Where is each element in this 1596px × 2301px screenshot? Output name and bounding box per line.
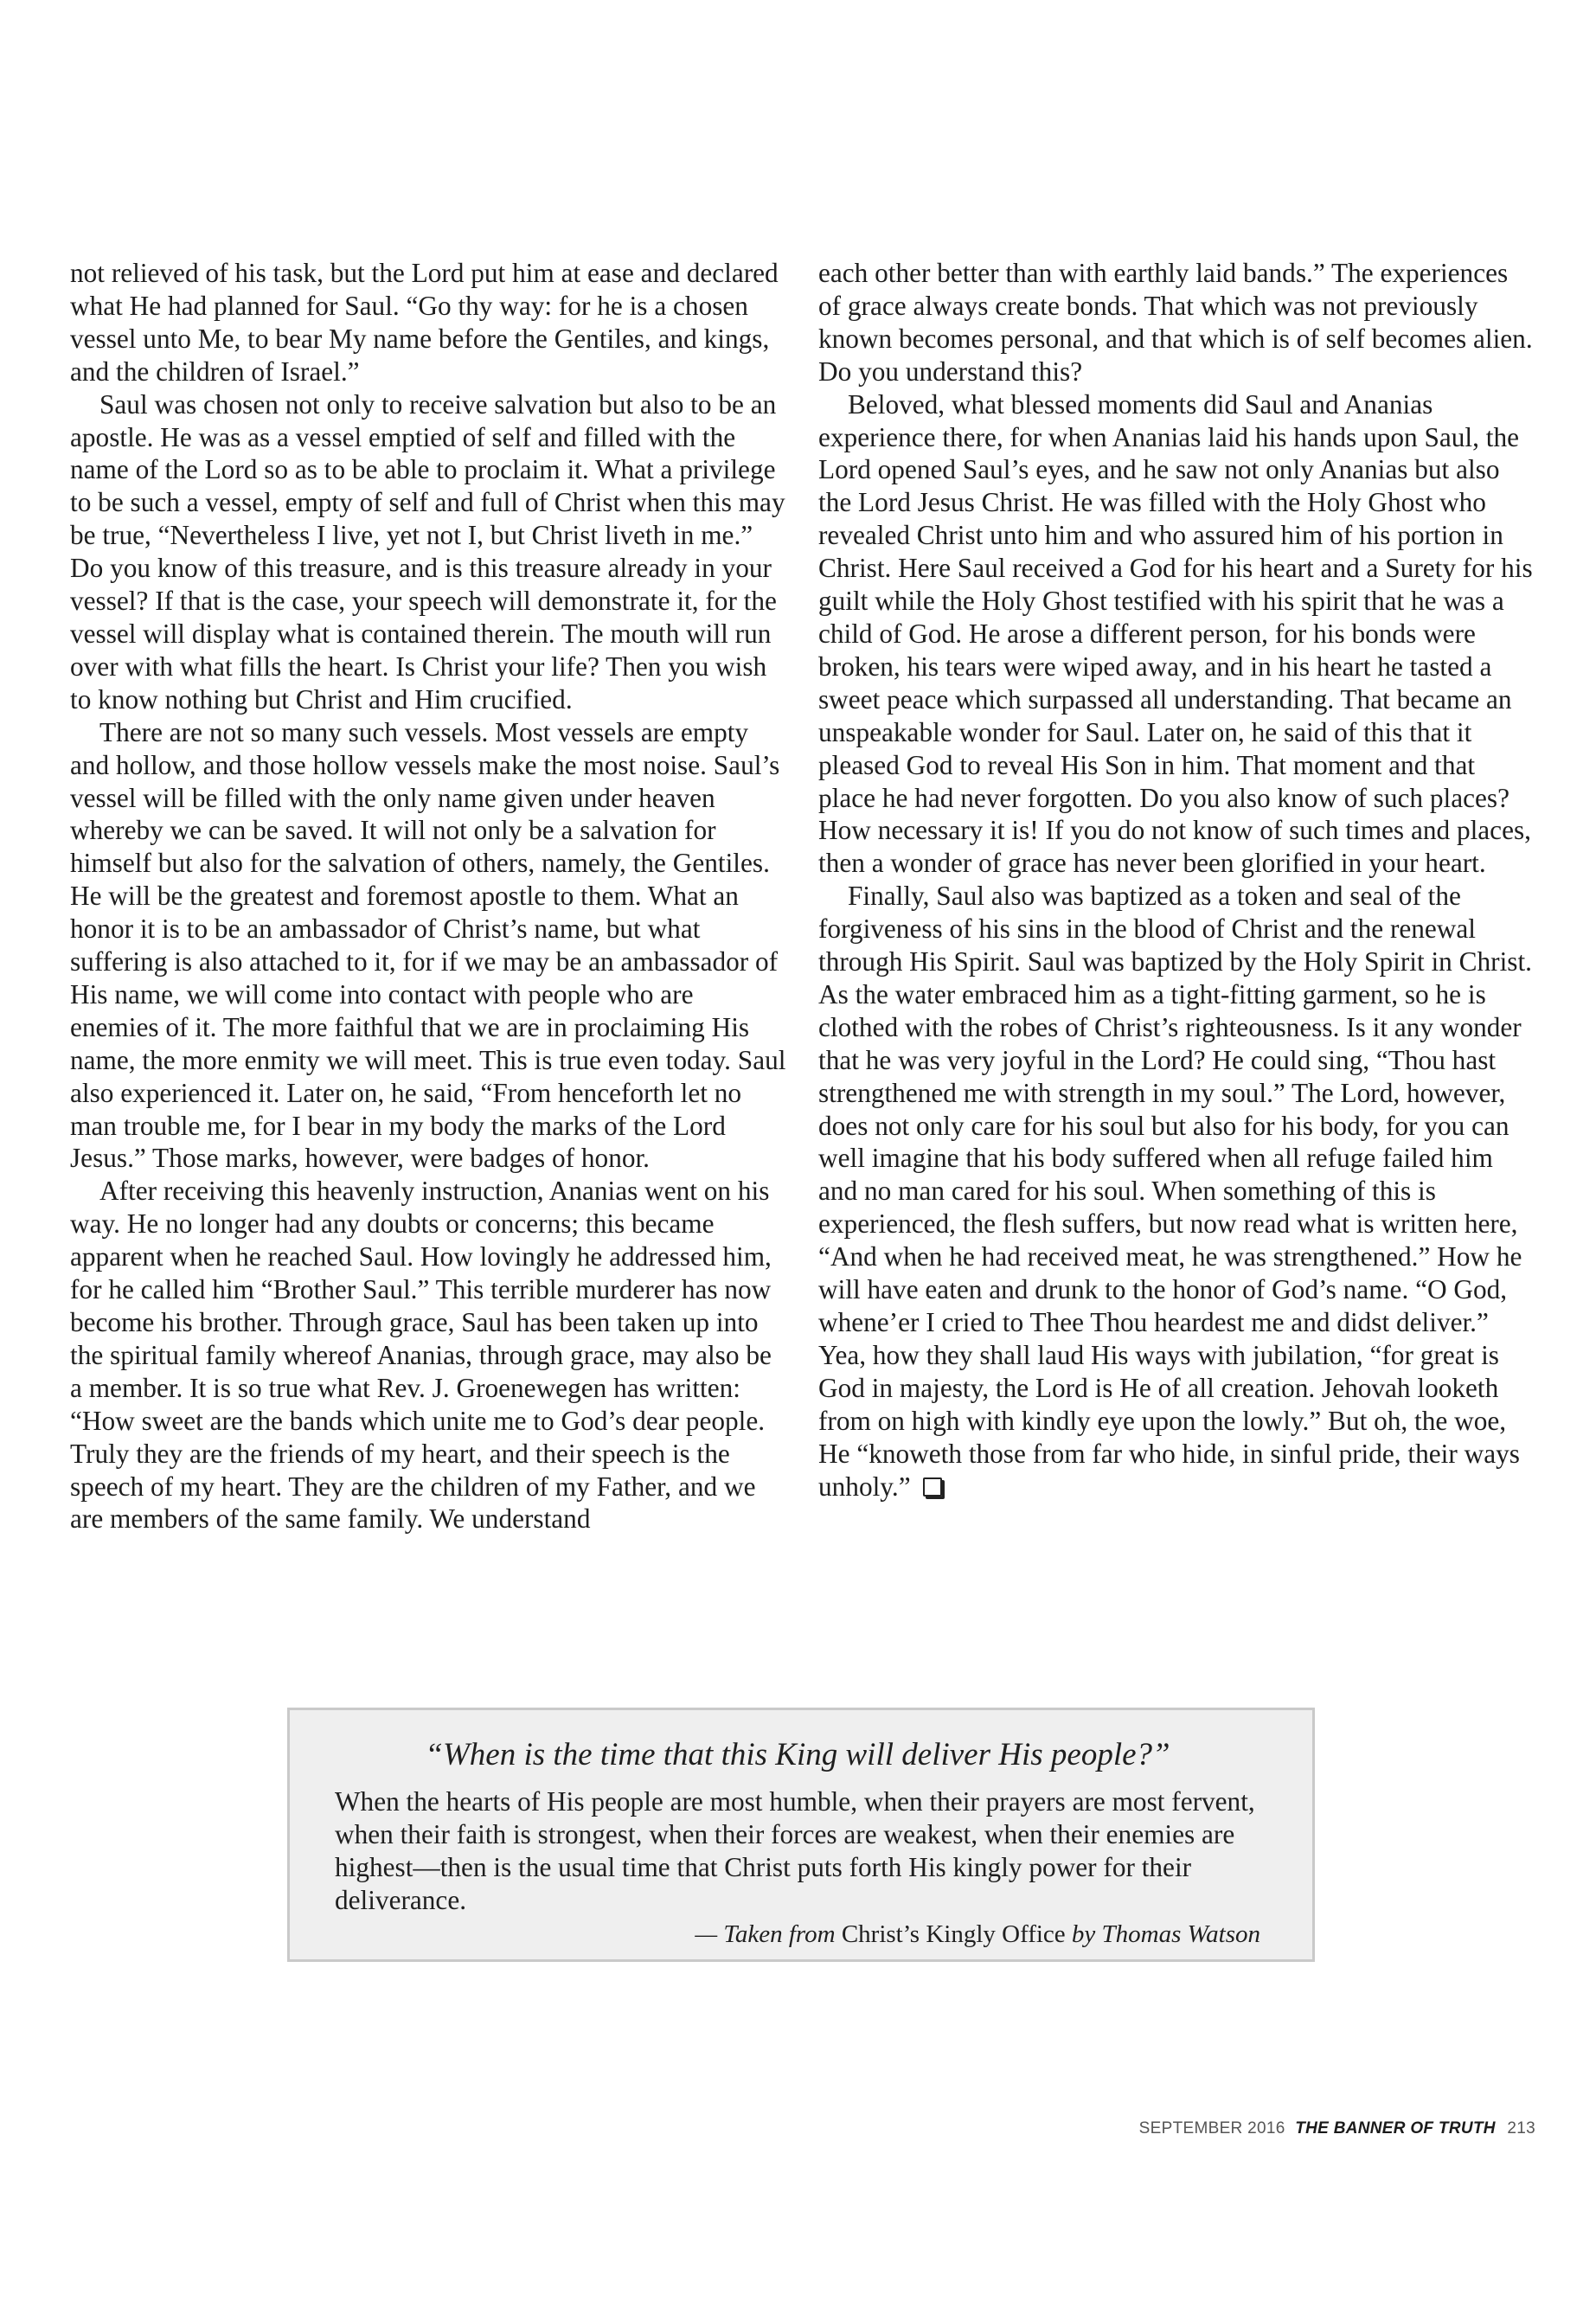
sidebar-credit bbox=[335, 1919, 1260, 1950]
paragraph: each other better than with earthly laid bands.” The experiences of grace always create bonds. That which was not previously known becomes personal, and that which is of self becomes alien. Do you understand this? bbox=[818, 258, 1533, 387]
paragraph: There are not so many such vessels. Most vessels are empty and hollow, and those hollow vessels make the most noise. Saul’s vessel will be filled with the only name given under heaven whereby we can be saved. It will not only be a salvation for himself but also for the salvation of others, namely, the Gentiles. He will be the greatest and foremost apostle to them. What an honor it is to be an ambassador of Christ’s name, but what suffering is also attached to it, for if we may be an ambassador of His name, we will come into contact with people who are enemies of it. The more faithful that we are in proclaiming His name, the more enmity we will meet. This is true even today. Saul also experienced it. Later on, he said, “From henceforth let no man trouble me, for I bear in my body the marks of the Lord Jesus.” Those marks, however, were badges of honor. bbox=[70, 716, 786, 1174]
paragraph bbox=[818, 880, 1536, 1503]
article-right-column bbox=[818, 257, 1536, 1503]
end-of-article-icon bbox=[923, 1477, 942, 1497]
quote-sidebar bbox=[287, 1708, 1315, 1962]
paragraph-text: Finally, Saul also was baptized as a token and seal of the forgiveness of his sins in the blood of Christ and the renewal through His Spirit. Saul was baptized by the Holy Spirit in Christ. As the water embraced him as a tight-fitting garment, so he is clothed with the robes of Christ’s righteousness. Is it any wonder that he was very joyful in the Lord? He could sing, “Thou hast strengthened me with strength in my soul.” The Lord, however, does not only care for his soul but also for his body, for you can well imagine that his body suffered when all refuge failed him and no man cared for his soul. When something of this is experienced, the flesh suffers, but now read what is written here, “And when he had received meat, he was strengthened.” How he will have eaten and drunk to the honor of God’s name. “O God, whene’er I cried to Thee Thou heardest me and didst deliver.” Yea, how they shall laud His ways with jubilation, “for great is God in majesty, the Lord is He of all creation. Jehovah looketh from on high with kindly eye upon the lowly.” But oh, the woe, He “knoweth those from far who hide, in sinful pride, their ways unholy.” bbox=[818, 881, 1532, 1502]
credit-author: by Thomas Watson bbox=[1071, 1920, 1260, 1948]
paragraph: Beloved, what blessed moments did Saul and Ananias experience there, for when Ananias laid his hands upon Saul, the Lord opened Saul’s eyes, and he saw not only Ananias but also the Lord Jesus Christ. He was filled with the Holy Ghost who revealed Christ unto him and who assured him of his portion in Christ. Here Saul received a God for his heart and a Surety for his guilt while the Holy Ghost testified with his spirit that he was a child of God. He arose a different person, for his bonds were broken, his tears were wiped away, and in his heart he tasted a sweet peace which surpassed all understanding. That became an unspeakable wonder for Saul. Later on, he said of this that it pleased God to reveal His Son in him. That moment and that place he had never forgotten. Do you also know of such places? How necessary it is! If you do not know of such times and places, then a wonder of grace has never been glorified in your heart. bbox=[818, 388, 1533, 879]
page-footer bbox=[1139, 2119, 1535, 2138]
sidebar-title: “When is the time that this King will deliver His people?” bbox=[425, 1737, 1170, 1772]
paragraph: After receiving this heavenly instruction, Ananias went on his way. He no longer had any doubts or concerns; this became apparent when he reached Saul. How lovingly he addressed him, for he called him “Brother Saul.” This terrible murderer has now become his brother. Through grace, Saul has been taken up into the spiritual family whereof Ananias, through grace, may also be a member. It is so true what Rev. J. Groenewegen has written: “How sweet are the bands which unite me to God’s dear people. Truly they are the friends of my heart, and their speech is the speech of my heart. They are the children of my Father, and we are members of the same family. We understand bbox=[70, 1176, 772, 1535]
paragraph: Saul was chosen not only to receive salvation but also to be an apostle. He was as a vessel emptied of self and filled with the name of the Lord so as to be able to proclaim it. What a privilege to be such a vessel, empty of self and full of Christ when this may be true, “Nevertheless I live, yet not I, but Christ liveth in me.” Do you know of this treasure, and is this treasure already in your vessel? If that is the case, your speech will demonstrate it, for the vessel will display what is contained therein. The mouth will run over with what fills the heart. Is Christ your life? Then you wish to know nothing but Christ and Him crucified. bbox=[70, 388, 785, 715]
page-number: 213 bbox=[1507, 2119, 1535, 2138]
footer-date: SEPTEMBER 2016 bbox=[1138, 2119, 1285, 2138]
paragraph: not relieved of his task, but the Lord put him at ease and declared what He had planned for Saul. “Go thy way: for he is a chosen vessel unto Me, to bear My name before the Gentiles, and kings, and the children of Israel.” bbox=[70, 258, 779, 387]
credit-prefix: — Taken from bbox=[695, 1920, 836, 1948]
footer-publication: THE BANNER OF TRUTH bbox=[1295, 2119, 1496, 2138]
article-left-column bbox=[70, 257, 788, 1535]
credit-title: Christ’s Kingly Office bbox=[841, 1920, 1066, 1948]
sidebar-body: When the hearts of His people are most humble, when their prayers are most fervent, when their faith is strongest, when their forces are weakest, when their enemies are highest—then is the usual time that Christ puts forth His kingly power for their deliverance. bbox=[335, 1786, 1255, 1915]
